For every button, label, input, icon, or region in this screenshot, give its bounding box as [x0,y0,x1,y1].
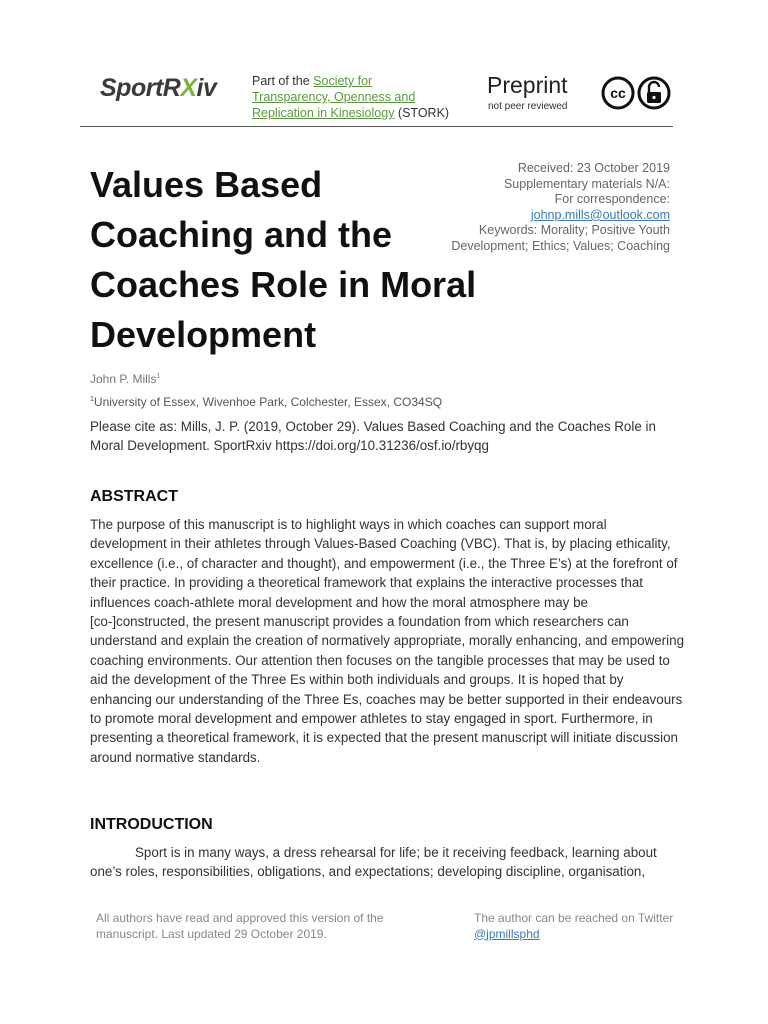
sportrxiv-logo: SportRXiv [100,74,217,102]
introduction-text: Sport is in many ways, a dress rehearsal for life; be it receiving feedback, learning about one’s roles, responsibilities, obligations, and expectations; developing discipline, organisation, [90,845,657,880]
svg-text:cc: cc [610,85,626,101]
keywords: Keywords: Morality; Positive Youth Development; Ethics; Values; Coaching [451,223,670,253]
cc-icon[interactable] [601,76,635,110]
author-name: John P. Mills$^1$ [90,372,161,386]
affiliation: $^1$University of Essex, Wivenhoe Park, Colchester, Essex, CO34SQ [90,395,443,409]
part-of-text: Part of the Society for Transparency, Openness and Replication in Kinesiology (STORK) [252,74,450,120]
twitter-link[interactable]: @jpmillsphd [474,926,540,941]
correspondence-email-link[interactable]: johnp.mills@outlook.com [530,207,670,222]
preprint-label: Preprint [487,72,568,98]
paper-title: Values Based Coaching and the Coaches Role in Moral Development [90,164,477,355]
citation: Please cite as: Mills, J. P. (2019, October 29). Values Based Coaching and the Coaches Role in Moral Development. SportRxiv https://doi.org/10.31236/osf.io/rbyqg [90,419,656,453]
logo-x: X [180,74,197,102]
introduction-heading: INTRODUCTION [90,816,213,833]
header-divider [80,126,673,127]
society-link[interactable]: Society for Transparency, Openness and Replication in Kinesiology [252,74,416,120]
abstract-text: The purpose of this manuscript is to highlight ways in which coaches can support moral development in their athletes through Values-Based Coaching (VBC). That is, by placing ethicality, excellence (i.e., of character and thought), and empowerment (i.e., the Three E’s) at the forefront of their practice. In providing a theoretical framework that explains the interactive processes that influences coach-athlete moral development and how the moral atmosphere may be [co-]constructed, the present manuscript provides a foundation from which researchers can understand and explain the creation of normatively appropriate, morally enhancing, and empowering coaching environments. Our attention then focuses on the tangible processes that may be used to aid the development of the Three Es within both individuals and groups. It is hoped that by enhancing our understanding of the Three Es, coaches may be better supported in their endeavours to promote moral development and empower athletes to stay engaged in sport. Furthermore, in presenting a theoretical framework, it is expected that the present manuscript will initiate discussion around normative standards. [90,517,685,765]
supplementary-materials: Supplementary materials N/A: [503,176,670,191]
abstract-heading: ABSTRACT [90,488,178,505]
metadata-block [410,161,670,255]
license-badges [601,76,671,110]
not-peer-reviewed-label: not peer reviewed [488,101,568,112]
open-access-icon[interactable] [637,76,671,110]
footer-approval-note: All authors have read and approved this version of the manuscript. Last updated 29 October 2019. [96,911,384,941]
correspondence-label: For correspondence: [554,192,670,207]
footer-contact: The author can be reached on Twitter @jpmillsphd [474,911,674,941]
received-date: Received: 23 October 2019 [517,161,670,175]
